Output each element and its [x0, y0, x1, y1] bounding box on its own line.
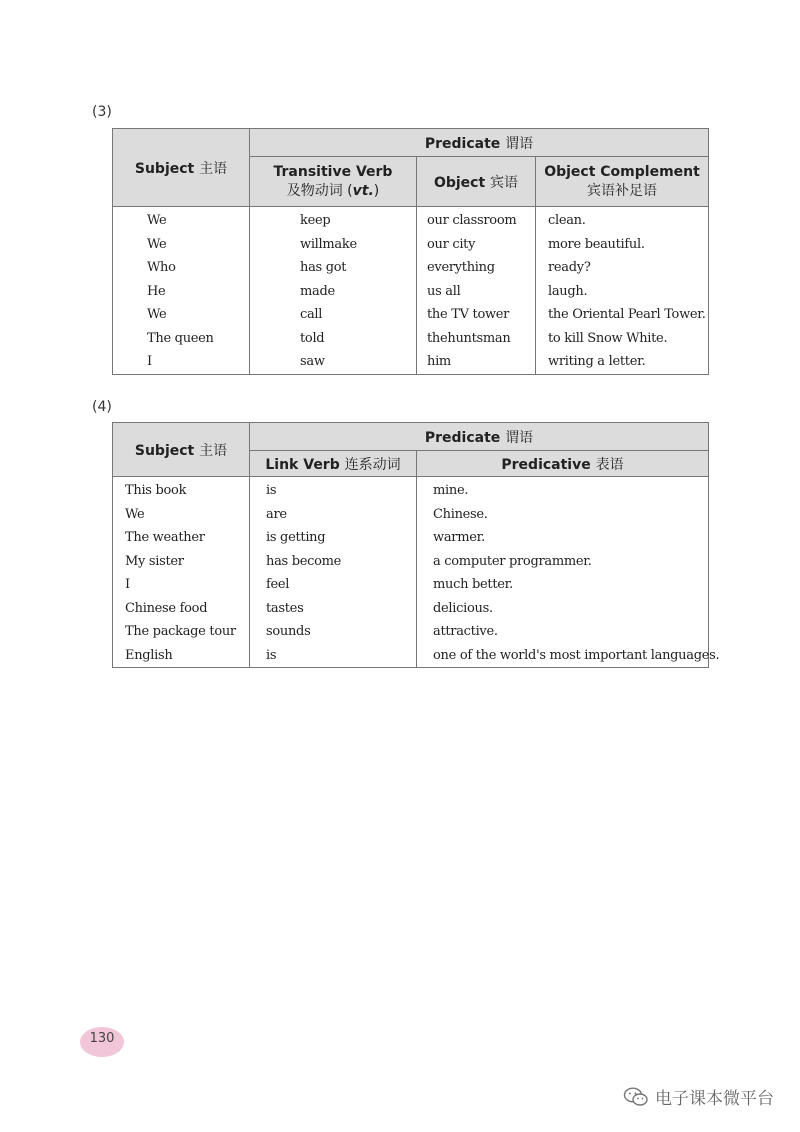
transitive-verb-table: [112, 128, 709, 375]
table-row: We willmake our city more beautiful.: [113, 233, 709, 257]
table-row: The weather is getting warmer.: [113, 526, 709, 550]
table-row: We keep our classroom clean.: [113, 207, 709, 233]
table-row: The package tour sounds attractive.: [113, 620, 709, 644]
table-row: The queen told thehuntsman to kill Snow White.: [113, 327, 709, 351]
watermark: [623, 1084, 774, 1109]
table-row: I saw him writing a letter.: [113, 350, 709, 374]
predicative-header: Predicative 表语: [417, 451, 709, 477]
section-4-label: (4): [92, 399, 112, 415]
table-row: My sister has become a computer programmer.: [113, 550, 709, 574]
table-row: English is one of the world's most important languages.: [113, 644, 709, 668]
subject-header: Subject 主语: [113, 423, 250, 477]
predicate-header: Predicate 谓语: [250, 129, 709, 157]
table-row: This book is mine.: [113, 477, 709, 503]
watermark-text: 电子课本微平台: [655, 1089, 774, 1109]
object-complement-header: Object Complement 宾语补足语: [536, 157, 709, 207]
table-row: I feel much better.: [113, 573, 709, 597]
table-row: Who has got everything ready?: [113, 256, 709, 280]
predicate-header: Predicate 谓语: [250, 423, 709, 451]
table-row: He made us all laugh.: [113, 280, 709, 304]
subject-header: Subject 主语: [113, 129, 250, 207]
link-verb-table: [112, 422, 720, 668]
table-row: Chinese food tastes delicious.: [113, 597, 709, 621]
table-row: We call the TV tower the Oriental Pearl Tower.: [113, 303, 709, 327]
object-header: Object 宾语: [417, 157, 536, 207]
transitive-verb-header: Transitive Verb 及物动词 (vt.): [250, 157, 417, 207]
section-3-label: (3): [92, 104, 112, 120]
wechat-icon: [623, 1087, 649, 1107]
page-number: 130: [80, 1027, 124, 1057]
table-row: We are Chinese.: [113, 503, 709, 527]
link-verb-header: Link Verb 连系动词: [250, 451, 417, 477]
